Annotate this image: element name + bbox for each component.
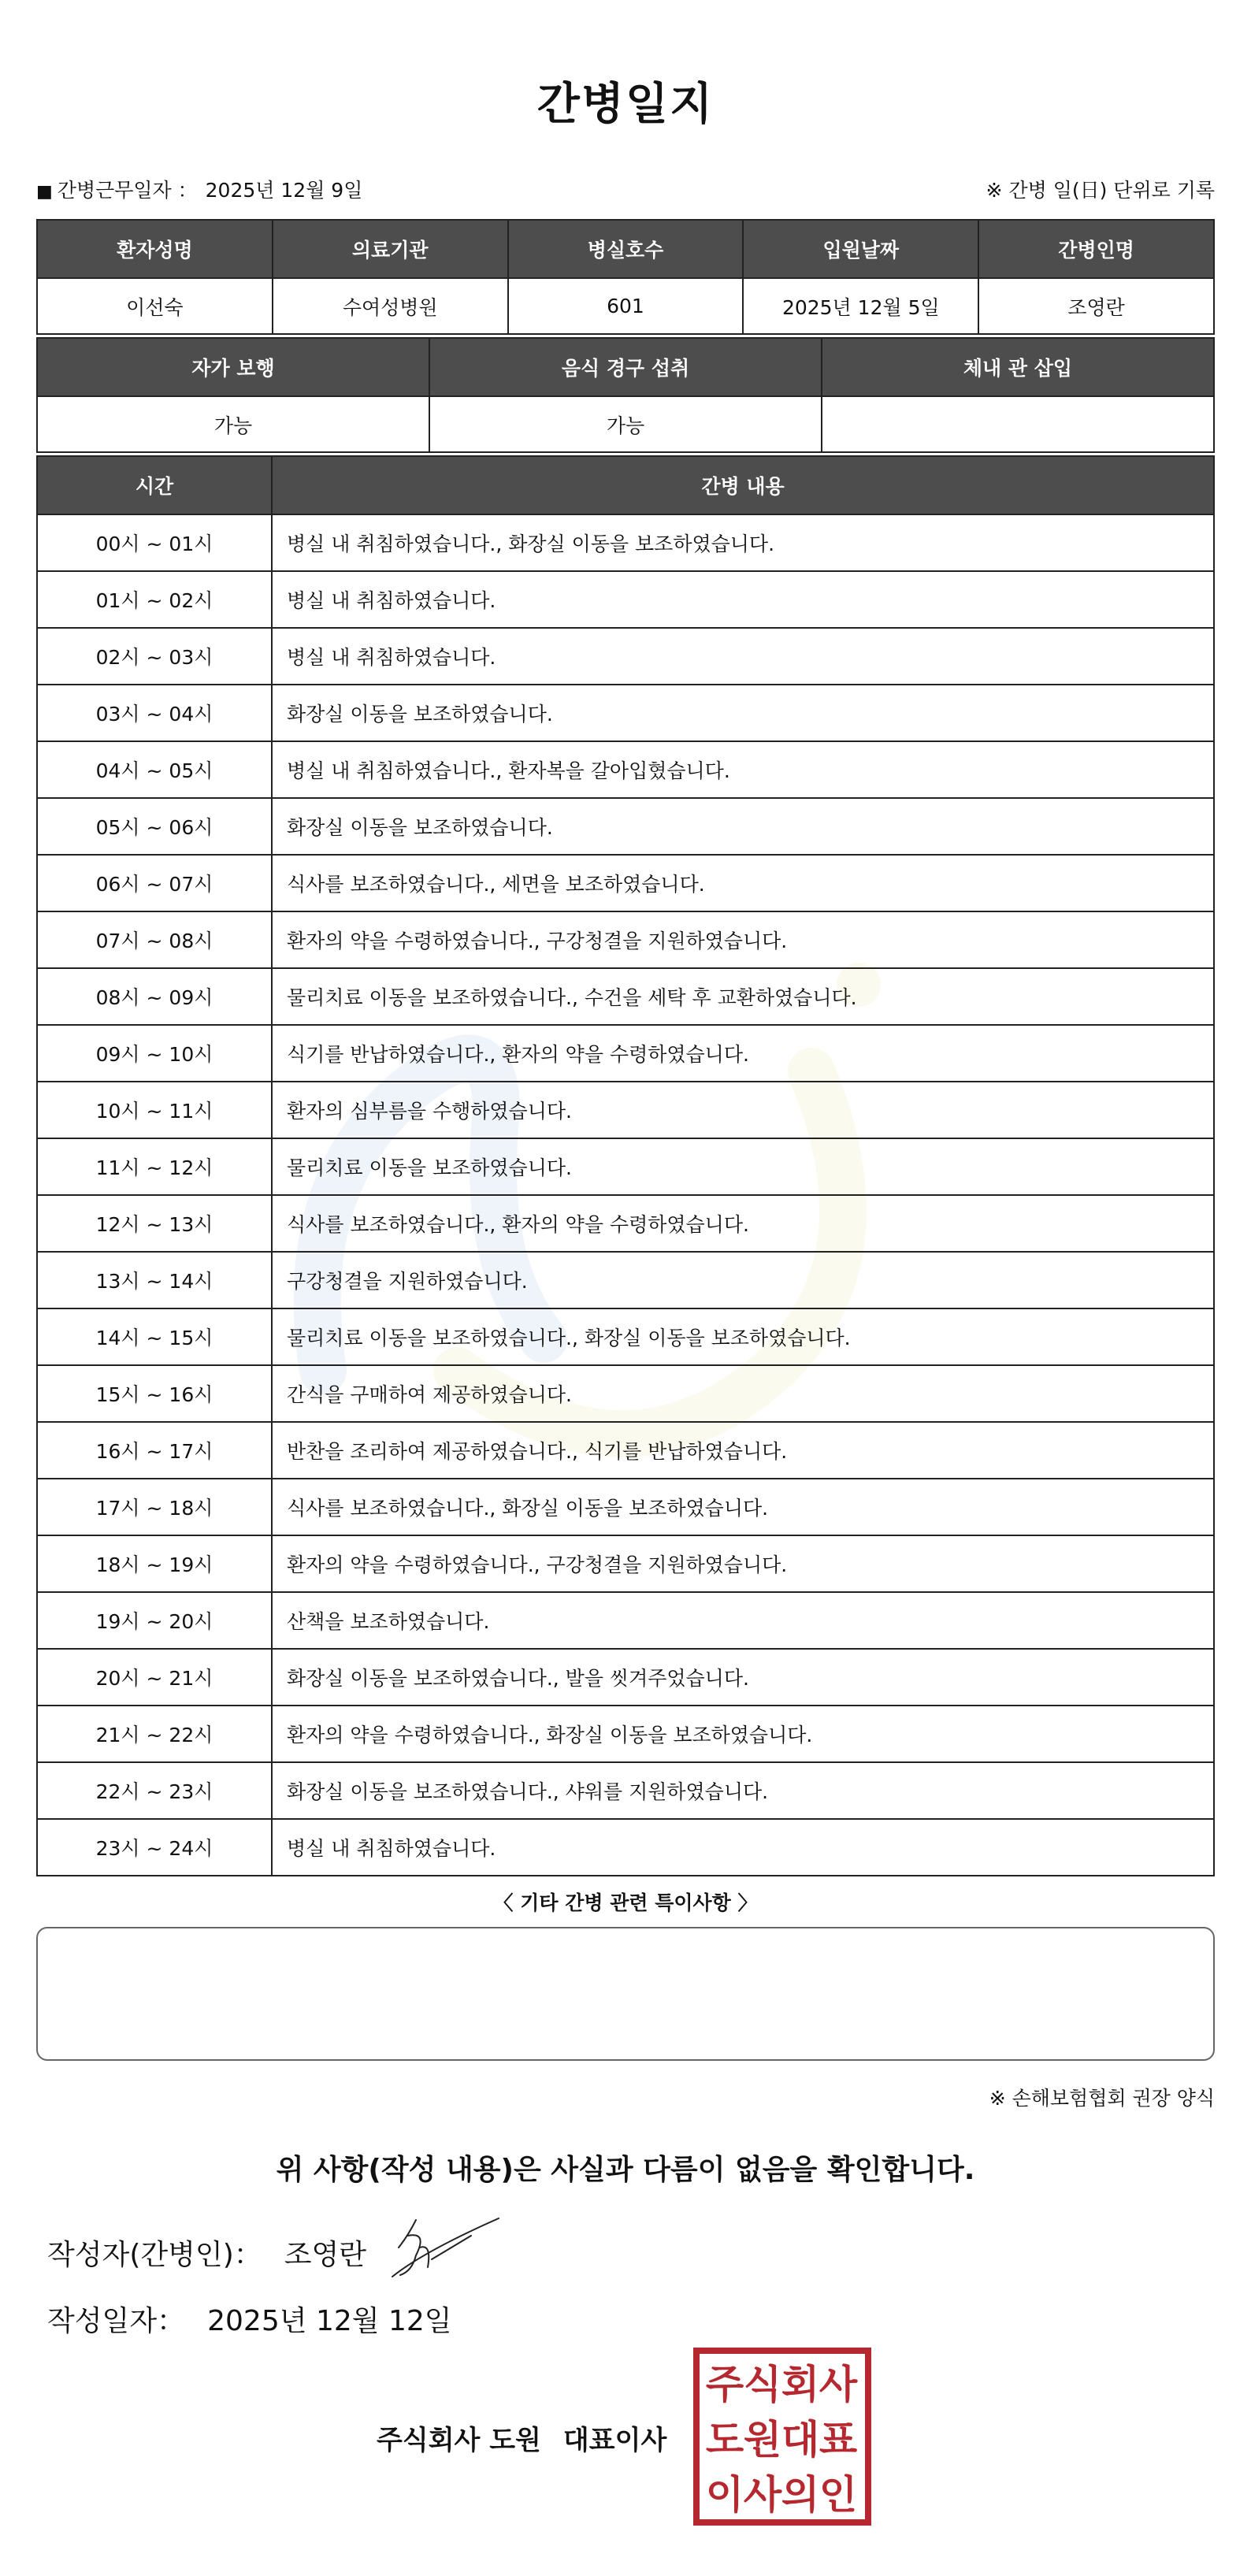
document-title: 간병일지 — [536, 79, 715, 130]
log-content: 산책을 보조하였습니다. — [272, 1592, 1214, 1649]
header-tube-insertion: 체내 관 삽입 — [822, 338, 1214, 396]
log-content: 환자의 심부름을 수행하였습니다. — [272, 1082, 1214, 1138]
log-row — [37, 1308, 1214, 1365]
patient-status-table — [36, 337, 1215, 453]
write-date-value: 2025년 12월 12일 — [207, 2305, 452, 2337]
log-content: 화장실 이동을 보조하였습니다. — [272, 798, 1214, 855]
svg-text:인: 인 — [819, 2472, 858, 2518]
header-caregiver: 간병인명 — [978, 220, 1214, 278]
log-row — [37, 571, 1214, 628]
log-row — [37, 1365, 1214, 1422]
log-time: 21시 ~ 22시 — [37, 1706, 272, 1762]
svg-text:표: 표 — [819, 2417, 858, 2463]
oral-intake-value: 가능 — [429, 396, 822, 452]
hospital-name: 수여성병원 — [273, 278, 508, 334]
log-time: 22시 ~ 23시 — [37, 1762, 272, 1819]
log-content: 환자의 약을 수령하였습니다., 화장실 이동을 보조하였습니다. — [272, 1706, 1214, 1762]
log-body — [37, 514, 1214, 1876]
log-row — [37, 1649, 1214, 1706]
log-time: 17시 ~ 18시 — [37, 1479, 272, 1535]
work-date-label: 간병근무일자 ： — [57, 179, 198, 202]
svg-text:의: 의 — [781, 2472, 820, 2518]
log-header-row — [37, 456, 1214, 514]
svg-text:회: 회 — [781, 2362, 820, 2407]
meta-row — [36, 175, 1215, 206]
company-line — [377, 2418, 666, 2457]
log-time: 04시 ~ 05시 — [37, 741, 272, 798]
company-seal-stamp — [693, 2348, 871, 2526]
handwritten-signature — [384, 2212, 503, 2283]
care-log-table — [36, 455, 1215, 1876]
log-content: 식사를 보조하였습니다., 화장실 이동을 보조하였습니다. — [272, 1479, 1214, 1535]
work-date — [36, 175, 362, 203]
square-bullet-icon: ■ — [36, 182, 53, 202]
log-time: 16시 ~ 17시 — [37, 1422, 272, 1479]
log-time: 11시 ~ 12시 — [37, 1138, 272, 1195]
svg-text:사: 사 — [819, 2362, 858, 2407]
log-content: 물리치료 이동을 보조하였습니다. — [272, 1138, 1214, 1195]
admission-date: 2025년 12월 5일 — [743, 278, 978, 334]
log-row — [37, 911, 1214, 968]
record-note: ※ 간병 일(日) 단위로 기록 — [986, 179, 1215, 202]
log-content: 환자의 약을 수령하였습니다., 구강청결을 지원하였습니다. — [272, 911, 1214, 968]
form-note: ※ 손해보험협회 권장 양식 — [989, 2087, 1215, 2110]
log-row — [37, 1762, 1214, 1819]
log-time: 06시 ~ 07시 — [37, 855, 272, 911]
tube-insertion-value — [822, 396, 1214, 452]
log-time: 14시 ~ 15시 — [37, 1308, 272, 1365]
log-row — [37, 1422, 1214, 1479]
log-time: 07시 ~ 08시 — [37, 911, 272, 968]
svg-text:도: 도 — [705, 2417, 744, 2463]
remarks-title: 〈 기타 간병 관련 특이사항 〉 — [493, 1891, 758, 1914]
svg-text:주: 주 — [705, 2362, 744, 2407]
log-content: 병실 내 취침하였습니다. — [272, 571, 1214, 628]
header-time: 시간 — [37, 456, 272, 514]
log-row — [37, 1025, 1214, 1082]
work-date-value: 2025년 12월 9일 — [205, 179, 363, 202]
log-row — [37, 798, 1214, 855]
log-row — [37, 1195, 1214, 1252]
svg-text:이: 이 — [705, 2472, 744, 2518]
patient-value-row — [37, 278, 1214, 334]
header-patient-name: 환자성명 — [37, 220, 273, 278]
log-time: 19시 ~ 20시 — [37, 1592, 272, 1649]
log-row — [37, 1252, 1214, 1308]
log-row — [37, 1535, 1214, 1592]
log-content: 화장실 이동을 보조하였습니다., 발을 씻겨주었습니다. — [272, 1649, 1214, 1706]
log-content: 식사를 보조하였습니다., 세면을 보조하였습니다. — [272, 855, 1214, 911]
log-time: 01시 ~ 02시 — [37, 571, 272, 628]
log-time: 13시 ~ 14시 — [37, 1252, 272, 1308]
log-time: 10시 ~ 11시 — [37, 1082, 272, 1138]
log-content: 화장실 이동을 보조하였습니다. — [272, 685, 1214, 741]
log-content: 간식을 구매하여 제공하였습니다. — [272, 1365, 1214, 1422]
log-content: 환자의 약을 수령하였습니다., 구강청결을 지원하였습니다. — [272, 1535, 1214, 1592]
log-row — [37, 628, 1214, 685]
log-time: 02시 ~ 03시 — [37, 628, 272, 685]
log-time: 12시 ~ 13시 — [37, 1195, 272, 1252]
caregiver-name: 조영란 — [978, 278, 1214, 334]
log-time: 23시 ~ 24시 — [37, 1819, 272, 1876]
log-row — [37, 1479, 1214, 1535]
header-admission-date: 입원날짜 — [743, 220, 978, 278]
header-hospital: 의료기관 — [273, 220, 508, 278]
log-time: 20시 ~ 21시 — [37, 1649, 272, 1706]
log-content: 식사를 보조하였습니다., 환자의 약을 수령하였습니다. — [272, 1195, 1214, 1252]
svg-text:원: 원 — [743, 2417, 782, 2463]
log-time: 00시 ~ 01시 — [37, 514, 272, 571]
room-number: 601 — [508, 278, 744, 334]
company-role: 대표이사 — [562, 2425, 667, 2456]
header-oral-intake: 음식 경구 섭취 — [429, 338, 822, 396]
status-value-row — [37, 396, 1214, 452]
svg-text:식: 식 — [743, 2362, 782, 2407]
self-walking-value: 가능 — [37, 396, 429, 452]
write-date-label: 작성일자： — [47, 2305, 186, 2337]
status-header-row — [37, 338, 1214, 396]
writer-line — [47, 2233, 366, 2273]
writer-label: 작성자(간병인)： — [47, 2239, 262, 2271]
log-row — [37, 855, 1214, 911]
log-row — [37, 968, 1214, 1025]
log-row — [37, 1706, 1214, 1762]
log-row — [37, 514, 1214, 571]
log-time: 18시 ~ 19시 — [37, 1535, 272, 1592]
log-content: 식기를 반납하였습니다., 환자의 약을 수령하였습니다. — [272, 1025, 1214, 1082]
log-row — [37, 741, 1214, 798]
log-row — [37, 1819, 1214, 1876]
write-date-line — [47, 2299, 452, 2339]
log-row — [37, 685, 1214, 741]
log-content: 물리치료 이동을 보조하였습니다., 수건을 세탁 후 교환하였습니다. — [272, 968, 1214, 1025]
remarks-box — [36, 1927, 1215, 2061]
log-time: 09시 ~ 10시 — [37, 1025, 272, 1082]
log-content: 반찬을 조리하여 제공하였습니다., 식기를 반납하였습니다. — [272, 1422, 1214, 1479]
svg-text:사: 사 — [743, 2472, 782, 2518]
log-time: 15시 ~ 16시 — [37, 1365, 272, 1422]
log-content: 구강청결을 지원하였습니다. — [272, 1252, 1214, 1308]
header-self-walking: 자가 보행 — [37, 338, 429, 396]
log-time: 08시 ~ 09시 — [37, 968, 272, 1025]
log-row — [37, 1138, 1214, 1195]
log-content: 화장실 이동을 보조하였습니다., 샤워를 지원하였습니다. — [272, 1762, 1214, 1819]
log-content: 병실 내 취침하였습니다. — [272, 628, 1214, 685]
log-content: 병실 내 취침하였습니다., 화장실 이동을 보조하였습니다. — [272, 514, 1214, 571]
log-row — [37, 1082, 1214, 1138]
log-time: 05시 ~ 06시 — [37, 798, 272, 855]
patient-name: 이선숙 — [37, 278, 273, 334]
log-content: 물리치료 이동을 보조하였습니다., 화장실 이동을 보조하였습니다. — [272, 1308, 1214, 1365]
patient-header-row — [37, 220, 1214, 278]
log-row — [37, 1592, 1214, 1649]
header-room: 병실호수 — [508, 220, 744, 278]
header-care-content: 간병 내용 — [272, 456, 1214, 514]
writer-name: 조영란 — [284, 2239, 367, 2271]
log-time: 03시 ~ 04시 — [37, 685, 272, 741]
confirmation-statement: 위 사항(작성 내용)은 사실과 다름이 없음을 확인합니다. — [276, 2154, 975, 2186]
log-content: 병실 내 취침하였습니다., 환자복을 갈아입혔습니다. — [272, 741, 1214, 798]
company-name: 주식회사 도원 — [377, 2425, 541, 2456]
patient-info-table — [36, 219, 1215, 335]
log-content: 병실 내 취침하였습니다. — [272, 1819, 1214, 1876]
svg-text:대: 대 — [781, 2417, 820, 2463]
